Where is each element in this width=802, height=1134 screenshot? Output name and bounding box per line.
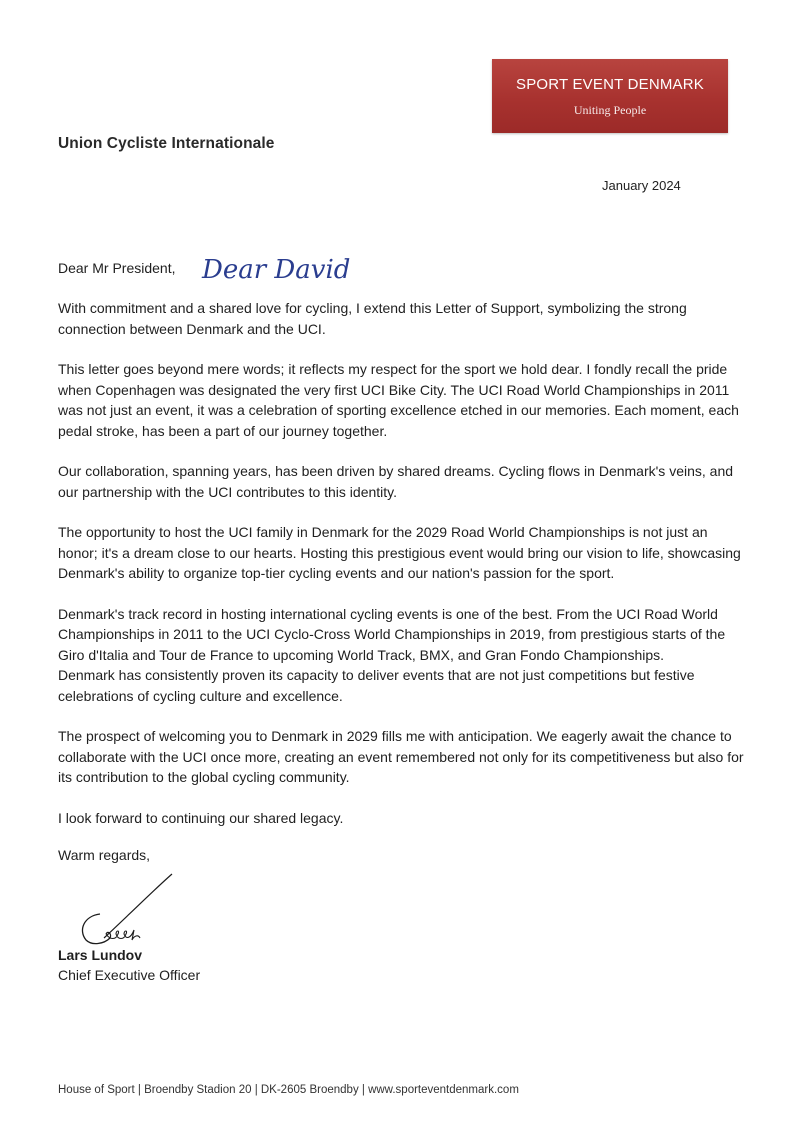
paragraph-8: I look forward to continuing our shared legacy.	[58, 809, 344, 826]
sport-event-denmark-logo	[492, 59, 728, 133]
paragraph-6: Denmark has consistently proven its capacity to deliver events that are not just competitions but festive celebrations of cycling culture and excellence.	[58, 667, 695, 704]
paragraph-1: With commitment and a shared love for cycling, I extend this Letter of Support, symbolizing the strong connection between Denmark and the UCI.	[58, 300, 687, 337]
closing: Warm regards,	[58, 847, 151, 863]
handwritten-greeting	[200, 248, 390, 288]
paragraph-3: Our collaboration, spanning years, has been driven by shared dreams. Cycling flows in Denmark's veins, and our partnership with the UCI contributes to this identity.	[58, 463, 734, 500]
logo-tagline: Uniting People	[573, 103, 647, 117]
signer-name: Lars Lundov	[58, 947, 143, 963]
paragraph-7: The prospect of welcoming you to Denmark in 2029 fills me with anticipation. We eagerly await the chance to collaborate with the UCI once more, creating an event remembered not only for its competitiveness but also for its contribution to the global cycling community.	[58, 728, 744, 785]
logo-org-name: SPORT EVENT DENMARK	[515, 76, 704, 93]
paragraph-4: The opportunity to host the UCI family in Denmark for the 2029 Road World Championships is not just an honor; it's a dream close to our hearts. Hosting this prestigious event would bring our vision to life, showcasing Denmark's ability to organize top-tier cycling events and our nation's passion for the sport.	[58, 524, 741, 581]
paragraph-2: This letter goes beyond mere words; it reflects my respect for the sport we hold dear. I fondly recall the pride when Copenhagen was designated the very first UCI Bike City. The UCI Road World Championships in 2011 was not just an event, it was a celebration of sporting excellence etched in our memories. Each moment, each pedal stroke, has been a part of our journey together.	[58, 361, 739, 439]
paragraph-5: Denmark's track record in hosting international cycling events is one of the best. From the UCI Road World Championships in 2011 to the UCI Cyclo-Cross World Championships in 2019, from prestigious starts of the Giro d'Italia and Tour de France to upcoming World Track, BMX, and Gran Fondo Championships.	[58, 605, 726, 663]
signer-title: Chief Executive Officer	[58, 967, 201, 983]
letter-body	[58, 298, 748, 848]
signature-drawing	[76, 870, 186, 950]
footer-address: House of Sport | Broendby Stadion 20 | DK-2605 Broendby | www.sporteventdenmark.com	[58, 1084, 519, 1096]
handwritten-greeting-text: Dear David	[202, 255, 351, 285]
salutation: Dear Mr President,	[58, 260, 176, 276]
recipient: Union Cycliste Internationale	[58, 135, 275, 152]
letter-date: January 2024	[602, 178, 681, 193]
